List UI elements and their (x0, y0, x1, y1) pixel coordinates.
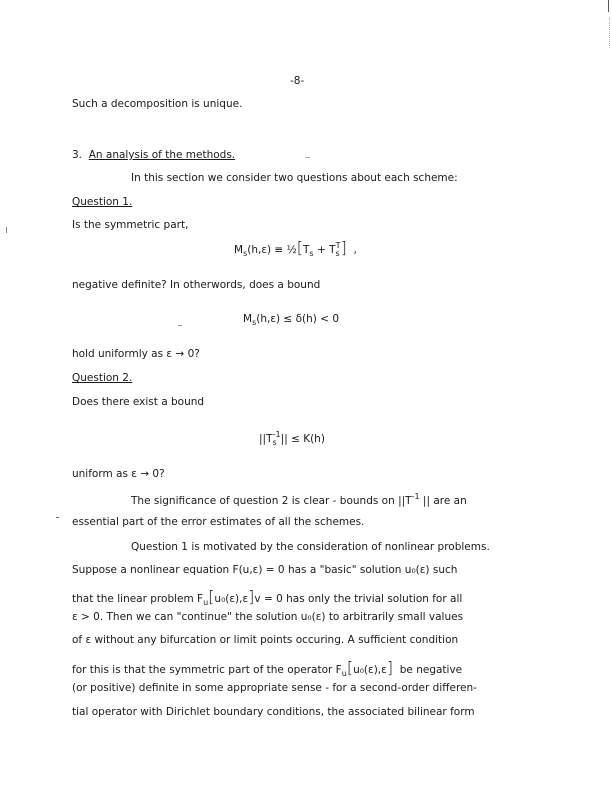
question-2-text: Does there exist a bound (72, 396, 205, 408)
section-intro: In this section we consider two questions about each scheme: (131, 172, 458, 184)
question-1-heading: Question 1. (72, 196, 133, 208)
paragraph-2-line-7: (or positive) definite in some appropriate sense - for a second-order differen- (72, 682, 477, 694)
text-line-decomposition: Such a decomposition is unique. (72, 98, 243, 110)
paragraph-1-line-1: The significance of question 2 is clear - bounds on $||T^{-1}$ || are an (131, 492, 467, 507)
question-1-text: Is the symmetric part, (72, 219, 189, 231)
paragraph-2-line-8: tial operator with Dirichlet boundary conditions, the associated bilinear form (72, 706, 475, 718)
paragraph-2-line-1: Question 1 is motivated by the consideration of nonlinear problems. (131, 541, 490, 553)
equation-bound-delta: $M_s(h,\varepsilon) \le \delta(h) < 0$ (243, 313, 339, 327)
equation-norm-bound: $||T_s^{-1}|| \le K(h)$ (259, 430, 325, 447)
margin-dash (56, 517, 59, 518)
page-number: -8- (290, 75, 305, 87)
section-number: 3. (72, 149, 83, 161)
equation-symmetric-part: $M_s(h,\varepsilon)$ ≡ $\frac{1}{2}[T_s + T_s^T]$ , (234, 238, 357, 258)
text-line-uniform-as: uniform as ε → 0? (72, 468, 165, 480)
question-2-heading: Question 2. (72, 372, 133, 384)
stray-mark-2 (305, 157, 310, 158)
section-title: An analysis of the methods. (88, 149, 236, 161)
paragraph-2-line-2: Suppose a nonlinear equation F(u,ε) = 0 has a "basic" solution u₀(ε) such (72, 564, 458, 576)
margin-mark (6, 227, 7, 233)
section-heading (72, 149, 235, 161)
text-line-hold-uniformly: hold uniformly as ε → 0? (72, 348, 200, 360)
scan-edge-mark (608, 0, 609, 12)
paragraph-2-line-5: of ε without any bifurcation or limit points occuring. A sufficient condition (72, 634, 459, 646)
stray-mark (178, 325, 182, 326)
scan-speckles (608, 18, 610, 48)
text-line-negative-definite: negative definite? In otherwords, does a bound (72, 279, 321, 291)
paragraph-2-line-6: for this is that the symmetric part of the operator $F_u[u_0(\varepsilon),\varepsilon]$ be negative (72, 658, 463, 678)
paragraph-2-line-4: ε > 0. Then we can "continue" the solution u₀(ε) to arbitrarily small values (72, 611, 464, 623)
paragraph-2-line-3: that the linear problem $F_u[u_0(\varepsilon),\varepsilon]v = 0$ has only the trivial solution for all (72, 587, 463, 607)
paragraph-1-line-2: essential part of the error estimates of all the schemes. (72, 516, 365, 528)
